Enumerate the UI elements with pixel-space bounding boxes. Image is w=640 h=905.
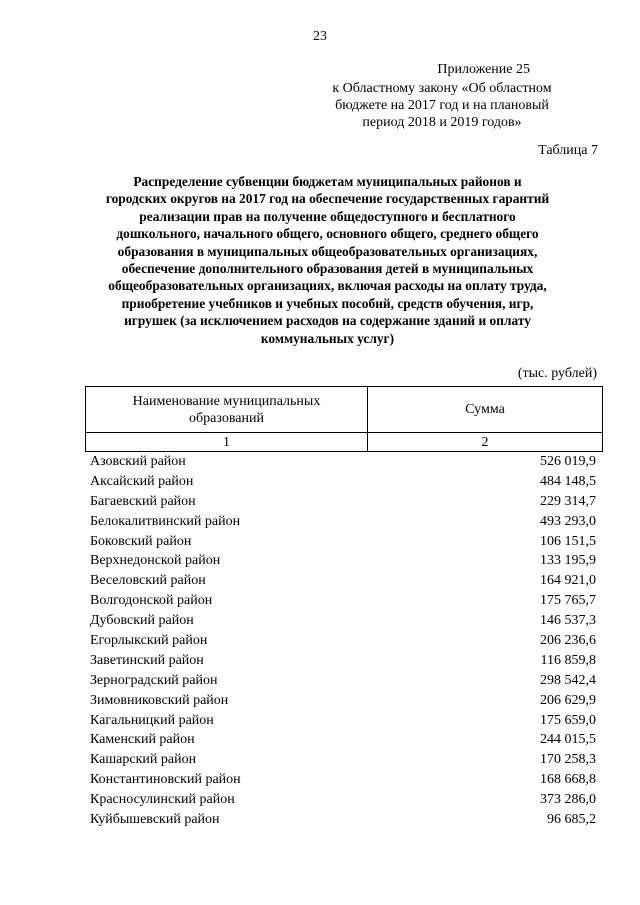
row-municipality-name: Аксайский район (90, 473, 194, 489)
row-amount: 175 765,7 (540, 593, 596, 609)
table-row (90, 611, 596, 631)
table-row (90, 810, 596, 830)
table-row (90, 691, 596, 711)
row-amount: 133 195,9 (540, 553, 596, 569)
table-row (90, 750, 596, 770)
row-municipality-name: Волгодонской район (90, 593, 213, 609)
row-amount: 298 542,4 (540, 672, 596, 688)
table-row (90, 472, 596, 492)
row-municipality-name: Зимовниковский район (90, 692, 229, 708)
row-municipality-name: Азовский район (90, 454, 186, 469)
row-amount: 106 151,5 (540, 533, 596, 549)
table-row (90, 651, 596, 671)
row-municipality-name: Дубовский район (90, 613, 194, 629)
heading-line: игрушек (за исключением расходов на содержание зданий и оплату (124, 313, 531, 329)
row-municipality-name: Егорлыкский район (90, 633, 208, 649)
row-municipality-name: Константиновский район (90, 772, 241, 788)
row-amount: 206 629,9 (540, 692, 596, 708)
row-amount: 206 236,6 (540, 633, 596, 649)
table-row (90, 551, 596, 571)
table-header (85, 386, 603, 452)
column-header-name-line: Наименование муниципальных (132, 393, 321, 409)
heading-line: городских округов на 2017 год на обеспечение государственных гарантий (105, 191, 550, 207)
row-amount: 484 148,5 (540, 473, 596, 489)
document-heading (80, 173, 575, 347)
table-row (90, 532, 596, 552)
appendix-note (292, 61, 592, 131)
row-amount: 164 921,0 (540, 573, 596, 589)
table-label: Таблица 7 (538, 143, 598, 158)
table-row (90, 492, 596, 512)
row-municipality-name: Кагальницкий район (90, 712, 214, 728)
heading-line: общеобразовательных организациях, включая расходы на оплату труда, (108, 278, 547, 294)
row-amount: 493 293,0 (540, 513, 596, 529)
row-municipality-name: Белокалитвинский район (90, 513, 241, 529)
row-municipality-name: Заветинский район (90, 652, 204, 668)
row-amount: 170 258,3 (540, 752, 596, 768)
row-municipality-name: Каменский район (90, 732, 195, 748)
heading-line: коммунальных услуг) (260, 330, 395, 346)
table-row (90, 730, 596, 750)
table-row (90, 631, 596, 651)
column-number-1: 1 (86, 433, 368, 452)
row-municipality-name: Куйбышевский район (90, 812, 220, 828)
heading-line: реализации прав на получение общедоступного и бесплатного (139, 208, 516, 224)
row-amount: 373 286,0 (540, 792, 596, 808)
row-municipality-name: Зерноградский район (90, 672, 218, 688)
row-amount: 244 015,5 (540, 732, 596, 748)
column-number-row (86, 433, 603, 452)
row-amount: 96 685,2 (547, 812, 596, 828)
table-header-row (86, 387, 603, 433)
row-municipality-name: Багаевский район (90, 493, 196, 509)
table-row (90, 512, 596, 532)
page-number: 23 (313, 29, 327, 44)
heading-line: обеспечение дополнительного образования детей в муниципальных (121, 261, 534, 277)
column-number-2: 2 (368, 433, 603, 452)
heading-line: дошкольного, начального общего, основного общего, среднего общего (116, 226, 539, 242)
table-row (90, 671, 596, 691)
appendix-line: к Областному закону «Об областном (332, 81, 552, 96)
row-amount: 168 668,8 (540, 772, 596, 788)
row-municipality-name: Кашарский район (90, 752, 197, 768)
heading-line: приобретение учебников и учебных пособий, средств обучения, игр, (121, 295, 534, 311)
heading-line: образования в муниципальных общеобразовательных организациях, (117, 243, 538, 259)
row-municipality-name: Веселовский район (90, 573, 206, 589)
appendix-title: Приложение 25 (437, 62, 530, 77)
table-row (90, 790, 596, 810)
column-header-name (86, 387, 368, 433)
row-municipality-name: Боковский район (90, 533, 192, 549)
table-row (90, 711, 596, 731)
column-header-amount: Сумма (368, 387, 603, 433)
appendix-line: бюджете на 2017 год и на плановый (335, 98, 549, 113)
table-body (90, 452, 596, 830)
row-amount: 229 314,7 (540, 493, 596, 509)
row-amount: 116 859,8 (540, 652, 596, 668)
appendix-line: период 2018 и 2019 годов» (362, 115, 522, 130)
column-header-name-line: образований (189, 410, 264, 426)
row-municipality-name: Верхнедонской район (90, 553, 221, 569)
heading-line: Распределение субвенции бюджетам муниципальных районов и (133, 174, 522, 189)
table-row (90, 591, 596, 611)
row-amount: 526 019,9 (540, 454, 596, 469)
row-amount: 146 537,3 (540, 613, 596, 629)
table-row (90, 571, 596, 591)
table-row (90, 770, 596, 790)
row-amount: 175 659,0 (540, 712, 596, 728)
table-row (90, 452, 596, 472)
units-label: (тыс. рублей) (517, 366, 597, 381)
row-municipality-name: Красносулинский район (90, 792, 235, 808)
